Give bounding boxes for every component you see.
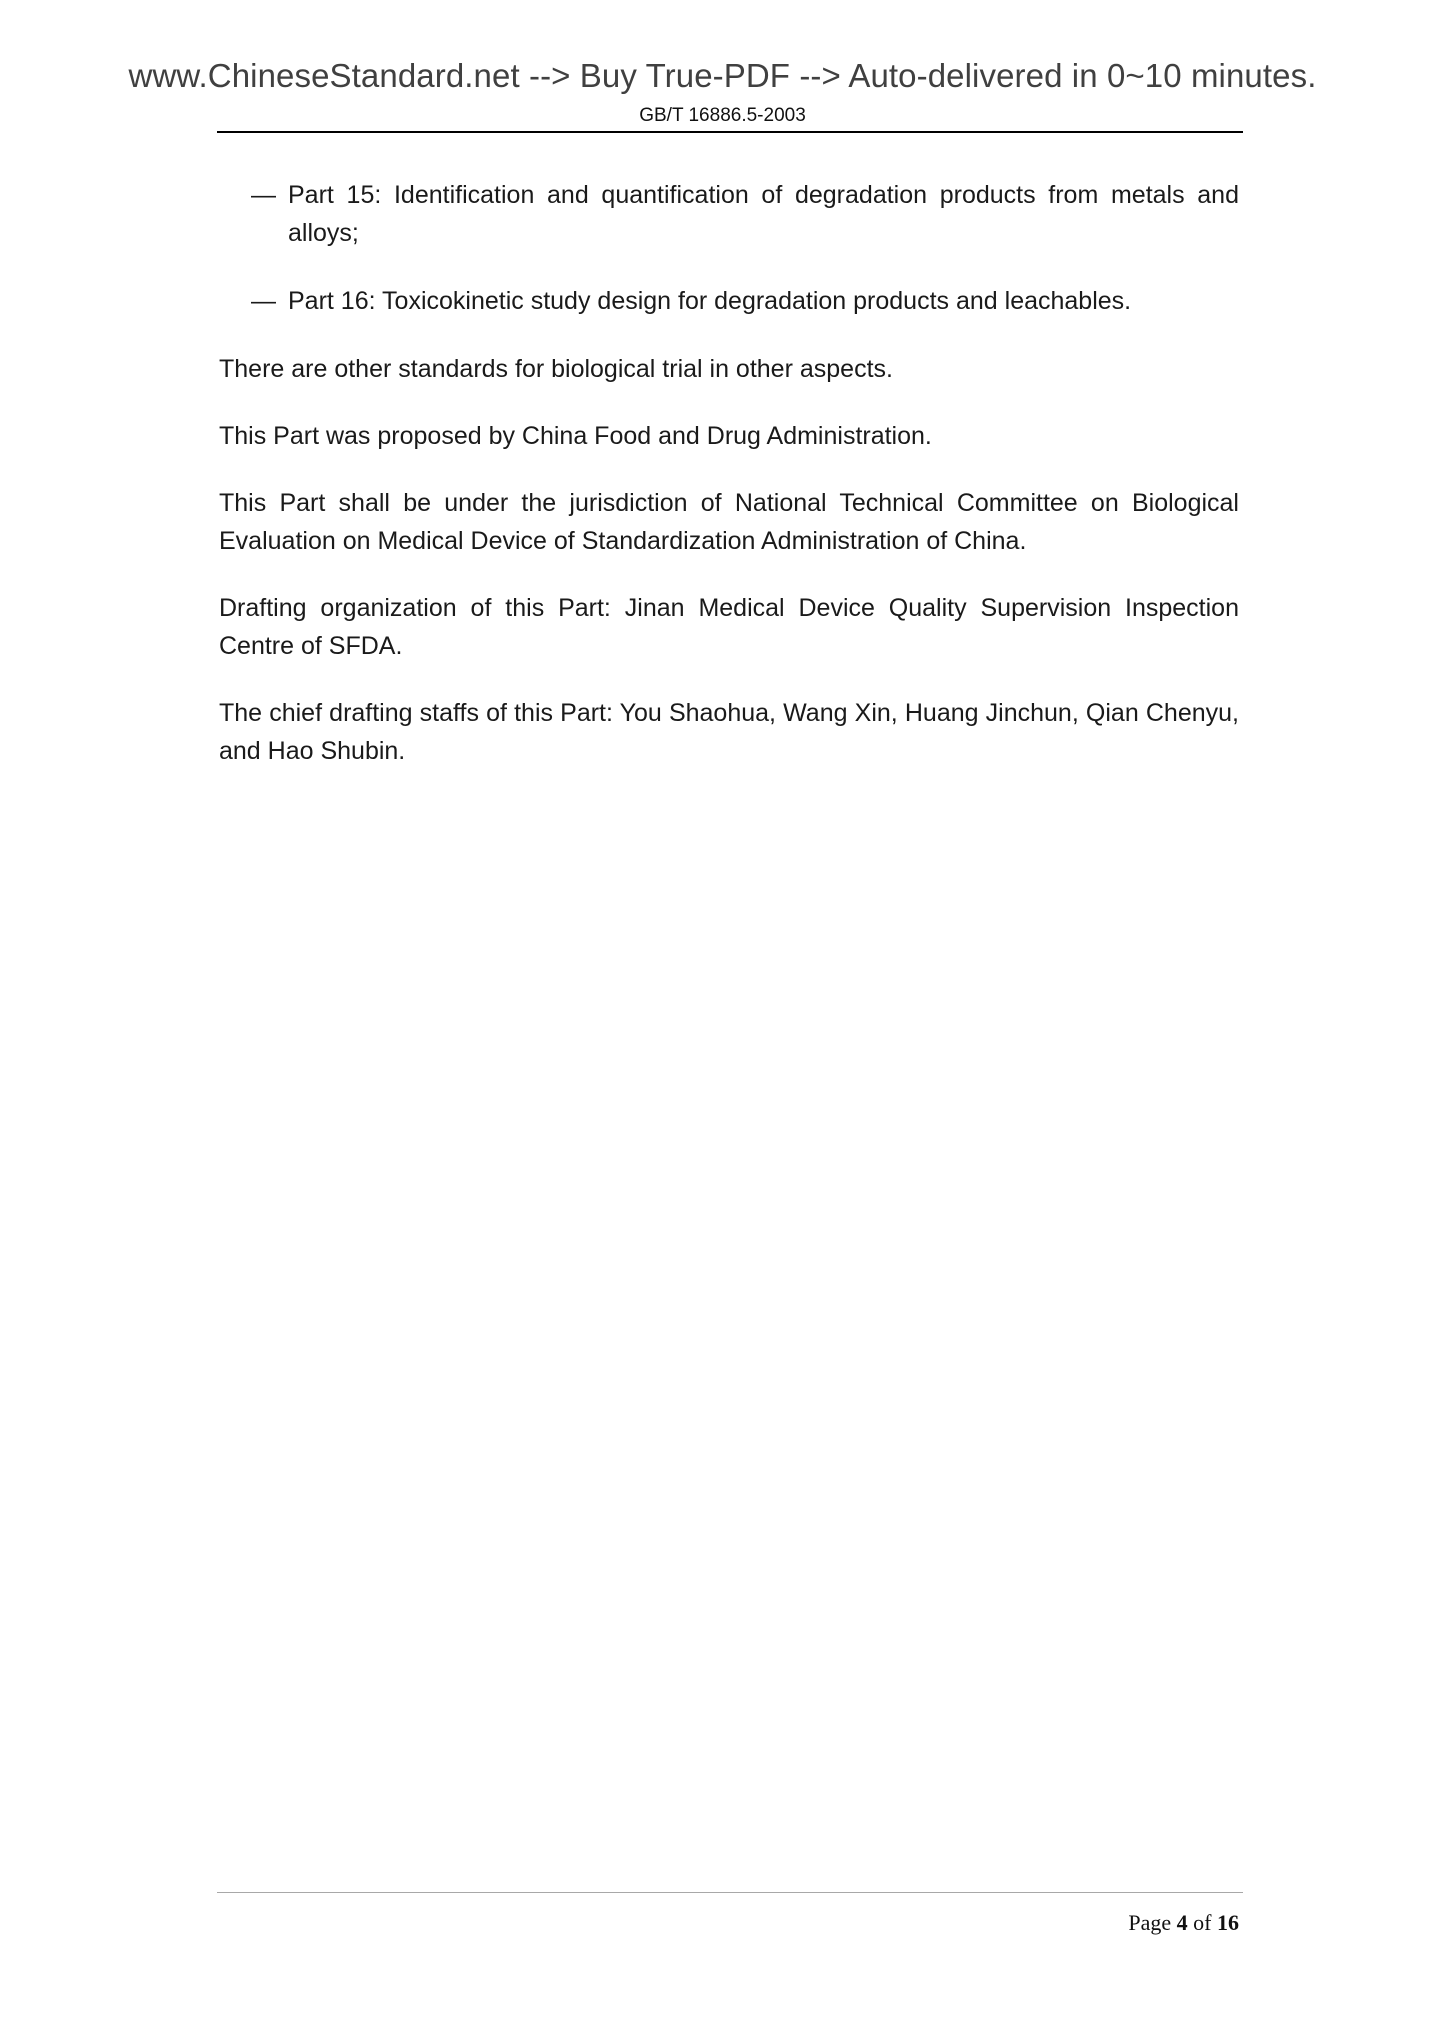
paragraph-drafting-organization: Drafting organization of this Part: Jinan Medical Device Quality Supervision Inspection Centre of SFDA. — [219, 594, 1239, 660]
dash-bullet: — — [251, 287, 276, 315]
list-item-part-16 — [219, 282, 1239, 320]
page-label: Page — [1128, 1910, 1172, 1935]
paragraph-jurisdiction: This Part shall be under the jurisdiction of National Technical Committee on Biological Evaluation on Medical Device of Standardization Administration of China. — [219, 489, 1239, 555]
paragraph-other-standards: There are other standards for biological trial in other aspects. — [219, 355, 893, 383]
list-item-part-15 — [219, 176, 1239, 252]
footer-divider — [217, 1892, 1243, 1893]
page-number — [1128, 1910, 1239, 1936]
standard-code: GB/T 16886.5-2003 — [639, 105, 806, 126]
page-of: of — [1193, 1910, 1212, 1935]
list-item-text: Part 15: Identification and quantification of degradation products from metals and alloys; — [288, 181, 1239, 247]
header-divider — [217, 131, 1243, 133]
document-body — [219, 176, 1239, 799]
page-total: 16 — [1217, 1910, 1239, 1935]
site-banner: www.ChineseStandard.net --> Buy True-PDF --> Auto-delivered in 0~10 minutes. — [128, 57, 1317, 94]
paragraph-drafting-staffs: The chief drafting staffs of this Part: You Shaohua, Wang Xin, Huang Jinchun, Qian Chenyu, and Hao Shubin. — [219, 699, 1239, 765]
page-current: 4 — [1176, 1910, 1188, 1935]
paragraph-proposed-by: This Part was proposed by China Food and Drug Administration. — [219, 422, 932, 450]
dash-bullet: — — [251, 181, 276, 209]
list-item-text: Part 16: Toxicokinetic study design for degradation products and leachables. — [288, 287, 1132, 315]
